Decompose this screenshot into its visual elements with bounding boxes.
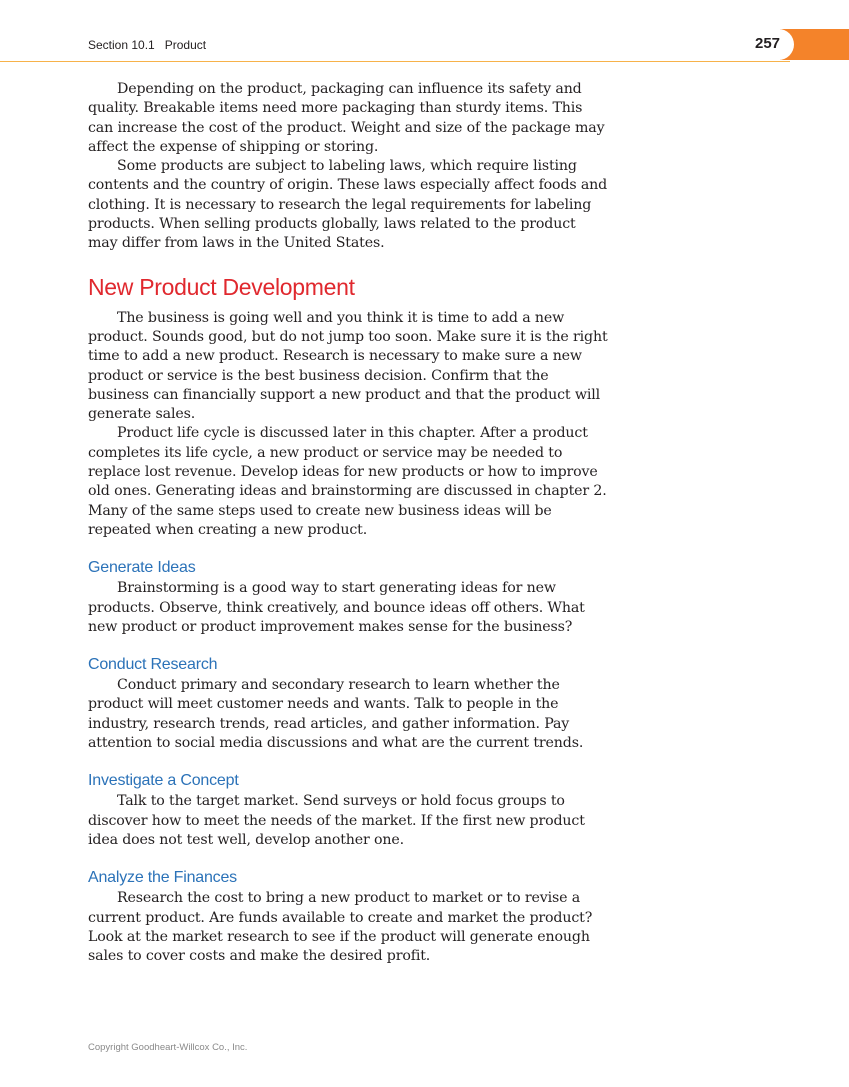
- section-title: Product: [164, 38, 207, 52]
- subsection-heading-analyze-finances: Analyze the Finances: [88, 869, 237, 887]
- header-rule: [0, 61, 790, 62]
- page-header: [0, 0, 849, 62]
- section-number: Section 10.1: [88, 38, 155, 52]
- subsection-paragraph: Talk to the target market. Send surveys or hold focus groups to discover how to meet the needs of the market. If the first new product idea does not test well, develop another one.: [88, 793, 585, 848]
- running-head: [88, 38, 206, 52]
- subsection-heading-generate-ideas: Generate Ideas: [88, 559, 196, 577]
- copyright-footer: Copyright Goodheart-Willcox Co., Inc.: [88, 1042, 248, 1053]
- intro-paragraph: Some products are subject to labeling laws, which require listing contents and the country of origin. These laws especially affect foods and clothing. It is necessary to research the legal requirements for labeling products. When selling products globally, laws related to the product may differ from laws in the United States.: [88, 158, 608, 252]
- intro-paragraph: Depending on the product, packaging can influence its safety and quality. Breakable items need more packaging than sturdy items. This can increase the cost of the product. Weight and size of the package may affect the expense of shipping or storing.: [88, 81, 605, 155]
- subsection-paragraph: Conduct primary and secondary research to learn whether the product will meet customer needs and wants. Talk to people in the industry, research trends, read articles, and gather information. Pay attention to social media discussions and what are the current trends.: [88, 677, 584, 752]
- section-heading: New Product Development: [88, 273, 355, 300]
- page-content: [88, 80, 608, 966]
- section-paragraph: Product life cycle is discussed later in this chapter. After a product completes its life cycle, a new product or service may be needed to replace lost revenue. Develop ideas for new products or how to improve old ones. Generating ideas and brainstorming are discussed in chapter 2. Many of the same steps used to create new business ideas will be repeated when creating a new product.: [88, 425, 607, 538]
- subsection-paragraph: Research the cost to bring a new product to market or to revise a current product. Are funds available to create and market the product? Look at the market research to see if the product will generate enough sales to cover costs and make the desired profit.: [88, 890, 593, 965]
- section-paragraph: The business is going well and you think it is time to add a new product. Sounds good, but do not jump too soon. Make sure it is the right time to add a new product. Research is necessary to make sure a new product or service is the best business decision. Confirm that the business can financially support a new product and that the product will generate sales.: [88, 309, 608, 423]
- subsection-paragraph: Brainstorming is a good way to start generating ideas for new products. Observe, think creatively, and bounce ideas off others. What new product or product improvement makes sense for the business?: [88, 580, 585, 635]
- page-tab: [780, 29, 849, 60]
- page-number: 257: [755, 35, 781, 52]
- subsection-heading-conduct-research: Conduct Research: [88, 656, 218, 674]
- subsection-heading-investigate-concept: Investigate a Concept: [88, 772, 239, 790]
